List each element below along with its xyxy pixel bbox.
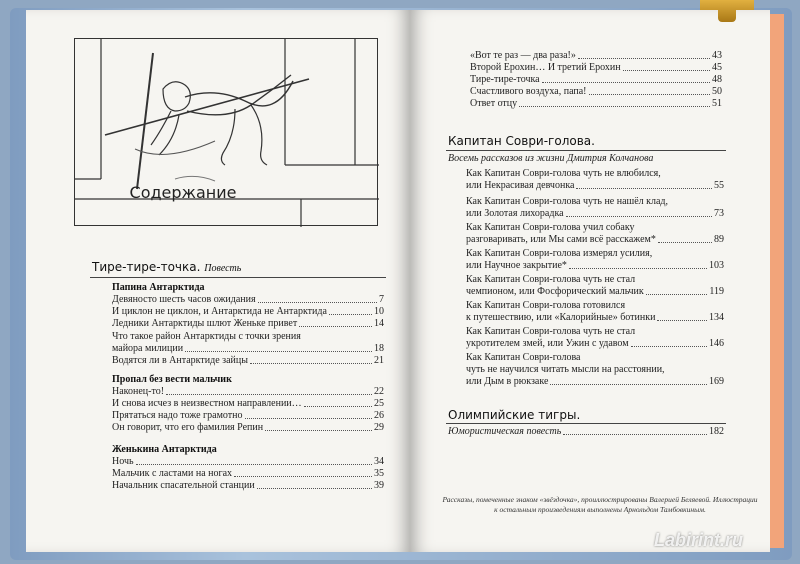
toc-entry-title: Он говорит, что его фамилия Репин [112,422,264,433]
toc-entry-page: 10 [374,306,384,317]
toc-entry-page: 45 [712,62,722,73]
toc-entry-title: укротителем змей, или Ужин с удавом [466,338,629,349]
toc-entry-title: «Вот те раз — два раза!» [470,50,576,61]
toc-entry-page: 21 [374,355,384,366]
toc-entry-title: Ночь [112,456,134,467]
toc-entry-page: 7 [379,294,384,305]
toc-entry[interactable] [112,355,384,367]
toc-entry[interactable] [466,286,724,298]
toc-entry-title: Наконец-то! [112,386,165,397]
toc-entry-page: 55 [714,180,724,191]
toc-entry-line1: Как Капитан Соври-голова чуть не нашёл клад, [466,196,669,207]
toc-entry[interactable] [112,398,384,410]
toc-entry-page: 25 [374,398,384,409]
part2-rule [446,150,726,151]
binder-clip [718,0,736,22]
toc-entry[interactable] [470,86,722,98]
toc-entry-page: 89 [714,234,724,245]
part1-title-text: Тире-тире-точка. [92,260,201,274]
toc-entry-title: Прятаться надо тоже грамотно [112,410,243,421]
toc-entry[interactable] [112,480,384,492]
toc-entry-title: Счастливого воздуха, папа! [470,86,587,97]
toc-entry-page: 43 [712,50,722,61]
toc-entry-page: 18 [374,343,384,354]
toc-entry[interactable] [466,312,724,324]
toc-entry-title: Ответ отцу [470,98,518,109]
toc-entry-line1: Как Капитан Соври-голова измерял усилия, [466,248,653,259]
watermark: Labirint.ru [654,530,743,550]
toc-entry[interactable] [470,98,722,110]
toc-entry[interactable] [112,318,384,330]
toc-entry-title-line: Что такое район Антарктиды с точки зрения [112,331,301,342]
toc-entry-page: 35 [374,468,384,479]
toc-entry[interactable] [112,456,384,468]
toc-entry-title: чемпионом, или Фосфорический мальчик [466,286,644,297]
toc-entry[interactable] [112,468,384,480]
toc-entry-line2: чуть не научился читать мысли на расстоянии, [466,364,665,375]
toc-entry[interactable] [466,208,724,220]
toc-entry-page: 103 [709,260,724,271]
part1-rule [90,277,386,278]
toc-entry-title: И снова исчез в неизвестном направлении… [112,398,302,409]
toc-entry-line1: Как Капитан Соври-голова учил собаку [466,222,635,233]
toc-entry[interactable] [466,180,724,192]
toc-entry-page: 48 [712,74,722,85]
toc-entry-title: Второй Ерохин… И третий Ерохин [470,62,621,73]
toc-entry-title: Начальник спасательной станции [112,480,255,491]
toc-entry[interactable] [470,74,722,86]
toc-entry[interactable] [466,376,724,388]
toc-entry-title: И циклон не циклон, и Антарктида не Антарктида [112,306,327,317]
part1-subtitle: Повесть [204,263,242,274]
section-heading: Женькина Антарктида [112,444,217,455]
toc-entry-title: или Научное закрытие* [466,260,567,271]
part3-rule [446,423,726,424]
toc-entry-page: 182 [709,426,724,437]
toc-entry[interactable] [448,426,724,438]
illustration-note: Рассказы, помеченные знаком «звёздочка», проиллюстрированы Валерией Беляевой. Иллюстрации к остальным произведениям выполнены Арнольдом Тамбовкиным. [442,495,758,514]
toc-entry-page: 169 [709,376,724,387]
toc-entry-title: Юмористическая повесть [448,426,562,437]
section-heading: Папина Антарктида [112,282,205,293]
toc-entry[interactable] [112,294,384,306]
toc-entry-title: или Некрасивая девчонка [466,180,575,191]
part1-title [92,260,241,274]
toc-entry-page: 73 [714,208,724,219]
toc-entry-title: или Золотая лихорадка [466,208,564,219]
toc-entry-page: 22 [374,386,384,397]
toc-entry[interactable] [112,306,384,318]
toc-entry[interactable] [112,422,384,434]
toc-entry-page: 50 [712,86,722,97]
toc-entry-title: майора милиции [112,343,184,354]
toc-entry[interactable] [470,50,722,62]
toc-entry-page: 146 [709,338,724,349]
toc-entry[interactable] [470,62,722,74]
toc-entry-page: 26 [374,410,384,421]
toc-entry-page: 119 [709,286,724,297]
toc-entry[interactable] [466,260,724,272]
toc-entry-title: Ледники Антарктиды шлют Женьке привет [112,318,298,329]
toc-entry-page: 39 [374,480,384,491]
toc-entry-title: Тире-тире-точка [470,74,540,85]
toc-entry-page: 29 [374,422,384,433]
toc-entry[interactable] [112,410,384,422]
toc-entry-title: или Дым в рюкзаке [466,376,549,387]
contents-title: Содержание [129,183,237,202]
toc-entry[interactable] [466,234,724,246]
part2-subtitle: Восемь рассказов из жизни Дмитрия Колчанова [448,153,654,164]
part2-title: Капитан Соври-голова. [448,134,595,148]
toc-entry-title: Мальчик с ластами на ногах [112,468,233,479]
toc-entry-page: 51 [712,98,722,109]
toc-entry-title: Водятся ли в Антарктиде зайцы [112,355,248,366]
toc-entry-line1: Как Капитан Соври-голова [466,352,581,363]
page-edge [770,14,784,548]
toc-entry-title: к путешествию, или «Калорийные» ботинки [466,312,656,323]
toc-entry-line1: Как Капитан Соври-голова чуть не стал [466,274,636,285]
toc-entry-page: 134 [709,312,724,323]
toc-entry-line1: Как Капитан Соври-голова готовился [466,300,626,311]
toc-entry[interactable] [466,338,724,350]
toc-entry-line1: Как Капитан Соври-голова чуть не стал [466,326,636,337]
toc-entry[interactable] [112,343,384,355]
section-heading: Пропал без вести мальчик [112,374,232,385]
toc-entry[interactable] [112,386,384,398]
toc-entry-page: 34 [374,456,384,467]
toc-entry-line1: Как Капитан Соври-голова чуть не влюбился, [466,168,661,179]
toc-entry-title: разговаривать, или Мы сами всё расскажем* [466,234,656,245]
toc-entry-title: Девяносто шесть часов ожидания [112,294,256,305]
part3-title: Олимпийские тигры. [448,408,581,422]
toc-entry-page: 14 [374,318,384,329]
